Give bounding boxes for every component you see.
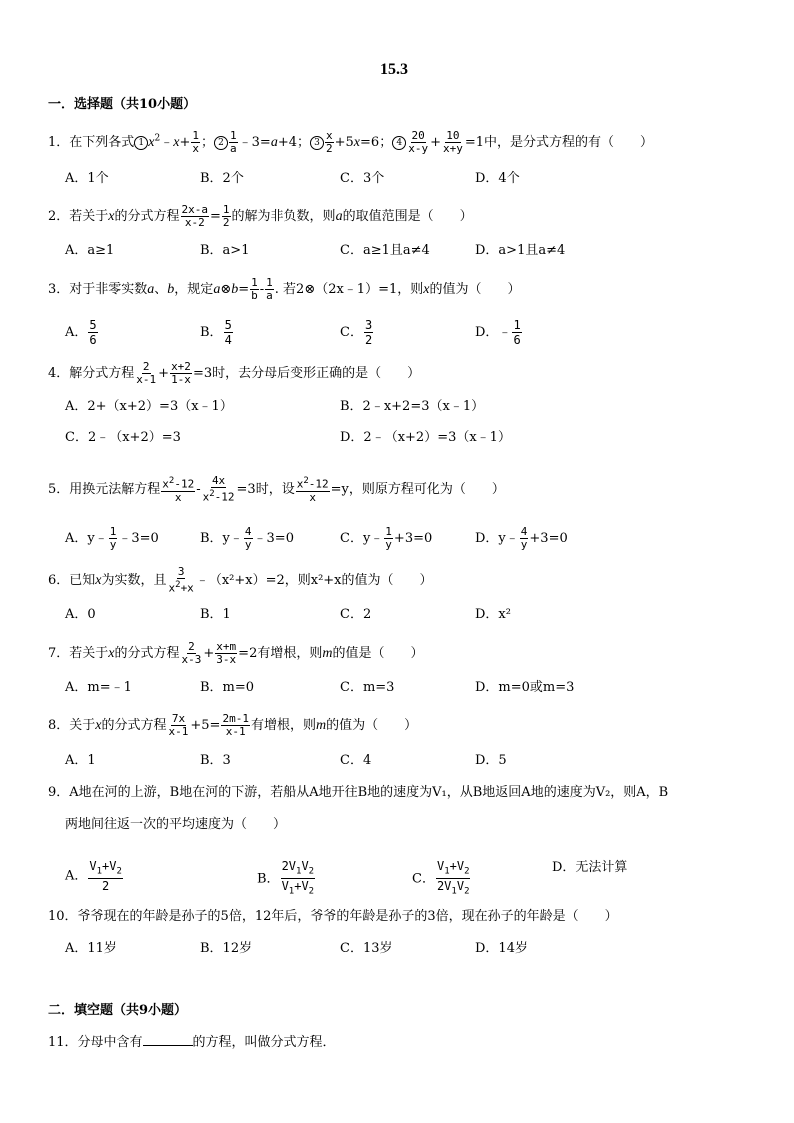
- page-title: 15.3: [380, 61, 408, 78]
- q10-option-b[interactable]: B．12岁: [200, 941, 253, 956]
- q4-option-a[interactable]: A．2+（x+2）=3（x﹣1）: [65, 399, 233, 414]
- question-7: 7．若关于x的分式方程 $\frac{2}{x-3}$ + $\frac{x+m}{3-x}$ =2有增根，则m的值是（ ）: [48, 640, 424, 666]
- q9-option-b[interactable]: B． $\frac{2V_1V_2}{V_1+V_2}$: [257, 859, 315, 897]
- q8-option-c[interactable]: C．4: [340, 753, 372, 768]
- question-5: 5．用换元法解方程 $\frac{x^2-12}{x}$ - $\frac{4x}{x^2-12}$ =3时，设 $\frac{x^2-12}{x}$ =y，则原方程可化为（ ）: [48, 474, 505, 504]
- q4-option-c[interactable]: C．2﹣（x+2）=3: [65, 430, 181, 445]
- question-2: 2．若关于x的分式方程 $\frac{2x-a}{x-2}$ = $\frac{1}{2}$ 的解为非负数，则a的取值范围是（ ）: [48, 203, 473, 229]
- q6-option-a[interactable]: A．0: [65, 607, 96, 622]
- q5-option-c[interactable]: C．y﹣ $\frac{1}{y}$ +3=0: [340, 525, 433, 551]
- q2-option-a[interactable]: A．a≥1: [65, 243, 115, 258]
- q3-option-a[interactable]: A． $\frac{5}{6}$: [65, 318, 97, 347]
- q4-option-b[interactable]: B．2﹣x+2=3（x﹣1）: [340, 399, 485, 414]
- question-10: 10．爷爷现在的年龄是孙子的5倍，12年后，爷爷的年龄是孙子的3倍，现在孙子的年龄是（ ）: [48, 909, 618, 924]
- q7-option-a[interactable]: A．m=﹣1: [65, 680, 132, 695]
- q6-option-c[interactable]: C．2: [340, 607, 372, 622]
- q2-option-b[interactable]: B．a>1: [200, 243, 250, 258]
- question-11: 11．分母中含有 的方程，叫做分式方程．: [48, 1035, 336, 1050]
- question-9-line1: 9．A地在河的上游，B地在河的下游，若船从A地开往B地的速度为V₁，从B地返回A地的速度为V₂，则A，B: [48, 785, 669, 800]
- question-9-line2: 两地间往返一次的平均速度为（ ）: [65, 817, 287, 832]
- q1-option-d[interactable]: D．4个: [475, 171, 520, 186]
- q2-option-d[interactable]: D．a>1且a≠4: [475, 243, 566, 258]
- q10-option-c[interactable]: C．13岁: [340, 941, 393, 956]
- q6-option-b[interactable]: B．1: [200, 607, 231, 622]
- q7-option-d[interactable]: D．m=0或m=3: [475, 680, 575, 695]
- q3-option-d[interactable]: D．﹣ $\frac{1}{6}$: [475, 318, 521, 347]
- q5-option-b[interactable]: B．y﹣ $\frac{4}{y}$ ﹣3=0: [200, 525, 294, 551]
- q3-option-c[interactable]: C． $\frac{3}{2}$: [340, 318, 373, 347]
- q4-option-d[interactable]: D．2﹣（x+2）=3（x﹣1）: [340, 430, 511, 445]
- q10-option-a[interactable]: A．11岁: [65, 941, 117, 956]
- q9-option-d[interactable]: D．无法计算: [552, 860, 628, 875]
- q1-option-c[interactable]: C．3个: [340, 171, 385, 186]
- q5-option-a[interactable]: A．y﹣ $\frac{1}{y}$ ﹣3=0: [65, 525, 159, 551]
- circled-1: 1: [134, 136, 148, 150]
- q7-option-c[interactable]: C．m=3: [340, 680, 395, 695]
- question-1: 1．在下列各式 1 $x^2﹣x+$ $\frac{1}{x}$ ； 2 $\frac{1}{a}$ ﹣3=a+4； 3 $\frac{x}{2}$ +5x=6； 4 $\frac{20}{x-y}$ + $\frac{10}{x+y}$ =1中，是分式方程的有（ ）: [48, 129, 654, 155]
- question-8: 8．关于x的分式方程 $\frac{7x}{x-1}$ +5= $\frac{2m-1}{x-1}$ 有增根，则m的值为（ ）: [48, 712, 418, 738]
- q3-option-b[interactable]: B． $\frac{5}{4}$: [200, 318, 232, 347]
- q7-option-b[interactable]: B．m=0: [200, 680, 255, 695]
- q8-option-b[interactable]: B．3: [200, 753, 231, 768]
- q1-option-b[interactable]: B．2个: [200, 171, 244, 186]
- q1-option-a[interactable]: A．1个: [65, 171, 109, 186]
- q5-option-d[interactable]: D．y﹣ $\frac{4}{y}$ +3=0: [475, 525, 568, 551]
- q6-option-d[interactable]: D．x²: [475, 607, 511, 622]
- section-heading-fill: 二．填空题（共9小题）: [48, 1003, 188, 1018]
- question-4: 4．解分式方程 $\frac{2}{x-1}$ + $\frac{x+2}{1-x}$ =3时，去分母后变形正确的是（ ）: [48, 360, 421, 386]
- answer-blank[interactable]: [143, 1033, 193, 1046]
- section-heading-choice: 一．选择题（共10小题）: [48, 97, 197, 112]
- q2-option-c[interactable]: C．a≥1且a≠4: [340, 243, 430, 258]
- question-3: 3．对于非零实数a、b，规定a⊗b= $\frac{1}{b}$ - $\frac{1}{a}$ . 若2⊗（2x﹣1）=1，则x的值为（ ）: [48, 276, 521, 302]
- question-6: 6．已知x为实数，且 $\frac{3}{x^2+x}$ ﹣（x²+x）=2，则x²+x的值为（ ）: [48, 565, 433, 595]
- q10-option-d[interactable]: D．14岁: [475, 941, 528, 956]
- q8-option-a[interactable]: A．1: [65, 753, 96, 768]
- q9-option-c[interactable]: C． $\frac{V_1+V_2}{2V_1V_2}$: [412, 859, 470, 897]
- q9-option-a[interactable]: A． $\frac{V_1+V_2}{2}$: [65, 859, 122, 894]
- q8-option-d[interactable]: D．5: [475, 753, 507, 768]
